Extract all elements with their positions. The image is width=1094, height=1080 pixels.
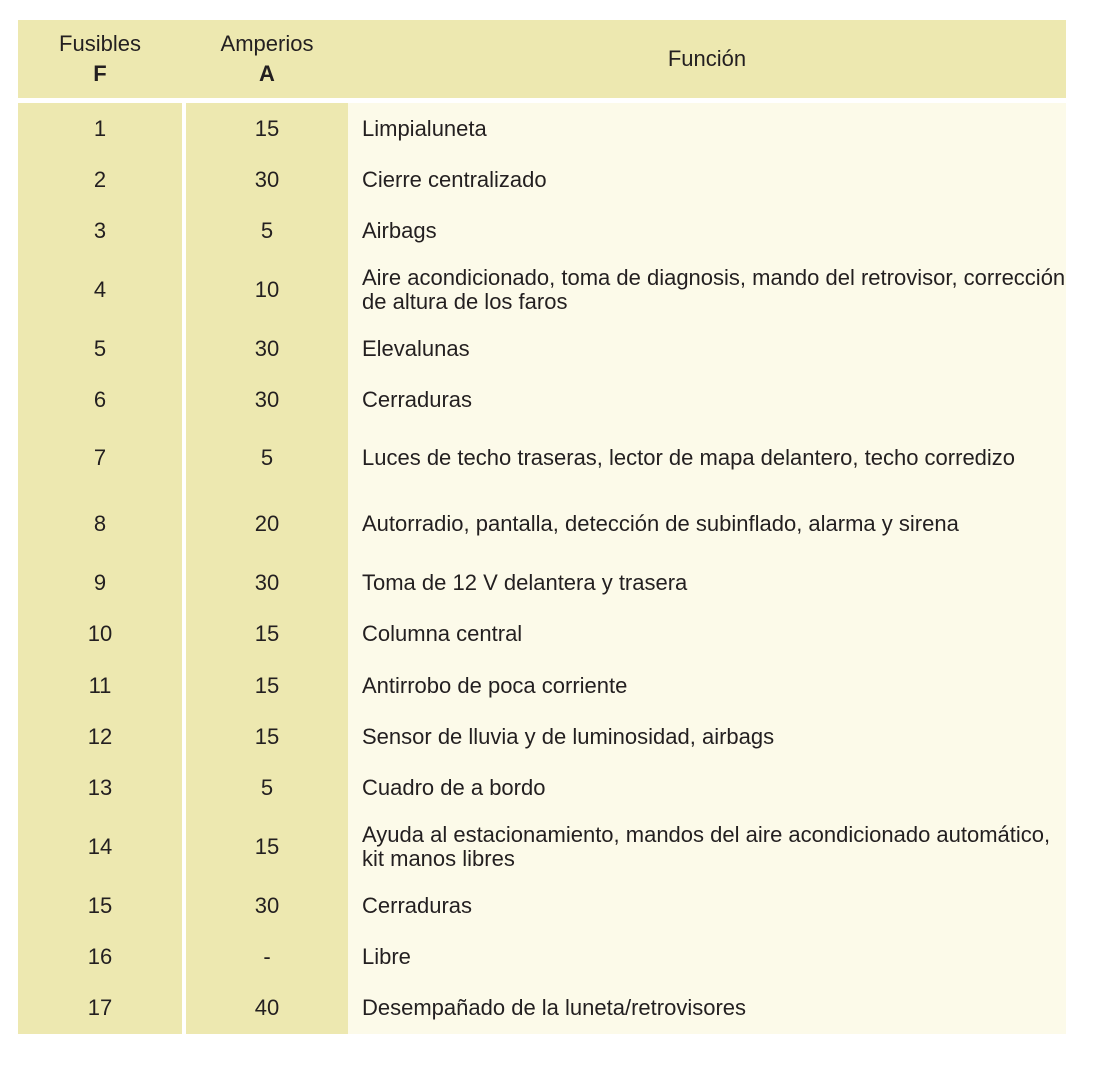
fuse-number: 12 [18,711,182,762]
fuse-amperage: 40 [182,983,348,1034]
table-row [18,763,1066,814]
fuse-amperage: 15 [182,814,348,880]
fuse-amperage: 15 [182,609,348,660]
fuse-table [18,20,1066,1034]
fuse-amperage: 10 [182,257,348,323]
table-row [18,814,1066,880]
fuse-function: Toma de 12 V delantera y trasera [348,557,1066,608]
table-row [18,425,1066,491]
table-row [18,660,1066,711]
fuse-amperage: - [182,931,348,982]
header-amps [186,20,348,98]
fuse-function: Elevalunas [348,323,1066,374]
fuse-amperage: 30 [182,374,348,425]
table-row [18,323,1066,374]
fuse-function: Airbags [348,206,1066,257]
fuse-number: 11 [18,660,182,711]
fuse-amperage: 30 [182,880,348,931]
fuse-amperage: 20 [182,491,348,557]
table-body [18,103,1066,1034]
table-row [18,374,1066,425]
header-amps-label: Amperios [220,31,314,56]
fuse-number: 5 [18,323,182,374]
fuse-number: 13 [18,763,182,814]
fuse-number: 15 [18,880,182,931]
fuse-function: Columna central [348,609,1066,660]
fuse-function: Luces de techo traseras, lector de mapa delantero, techo corredizo [348,425,1066,491]
fuse-function: Cerraduras [348,880,1066,931]
fuse-amperage: 5 [182,206,348,257]
fuse-number: 2 [18,154,182,205]
fuse-number: 9 [18,557,182,608]
fuse-function: Sensor de lluvia y de luminosidad, airbags [348,711,1066,762]
table-row [18,931,1066,982]
table-row [18,880,1066,931]
fuse-number: 7 [18,425,182,491]
table-row [18,491,1066,557]
fuse-function: Limpialuneta [348,103,1066,154]
fuse-number: 8 [18,491,182,557]
table-row [18,206,1066,257]
header-fuses [18,20,182,98]
fuse-amperage: 15 [182,103,348,154]
header-fuses-sub: F [93,61,107,86]
fuse-amperage: 30 [182,154,348,205]
table-row [18,557,1066,608]
fuse-number: 14 [18,814,182,880]
table-row [18,103,1066,154]
table-header [18,20,1066,98]
fuse-amperage: 30 [182,557,348,608]
fuse-number: 16 [18,931,182,982]
fuse-number: 10 [18,609,182,660]
fuse-function: Autorradio, pantalla, detección de subinflado, alarma y sirena [348,491,1066,557]
fuse-function: Cerraduras [348,374,1066,425]
header-amps-sub: A [259,61,275,86]
fuse-number: 17 [18,983,182,1034]
table-row [18,609,1066,660]
table-row [18,983,1066,1034]
fuse-function: Desempañado de la luneta/retrovisores [348,983,1066,1034]
fuse-number: 1 [18,103,182,154]
fuse-number: 4 [18,257,182,323]
header-function [348,20,1066,98]
fuse-function: Ayuda al estacionamiento, mandos del aire acondicionado automático, kit manos libres [348,814,1066,880]
table-row [18,257,1066,323]
table-row [18,711,1066,762]
fuse-function: Cuadro de a bordo [348,763,1066,814]
header-function-label: Función [667,46,747,71]
fuse-function: Cierre centralizado [348,154,1066,205]
fuse-amperage: 15 [182,711,348,762]
header-fuses-label: Fusibles [59,31,141,56]
fuse-function: Antirrobo de poca corriente [348,660,1066,711]
fuse-amperage: 30 [182,323,348,374]
fuse-number: 6 [18,374,182,425]
fuse-function: Aire acondicionado, toma de diagnosis, mando del retrovisor, corrección de altura de los faros [348,257,1066,323]
fuse-number: 3 [18,206,182,257]
fuse-amperage: 5 [182,763,348,814]
fuse-amperage: 15 [182,660,348,711]
fuse-function: Libre [348,931,1066,982]
table-row [18,154,1066,205]
fuse-amperage: 5 [182,425,348,491]
